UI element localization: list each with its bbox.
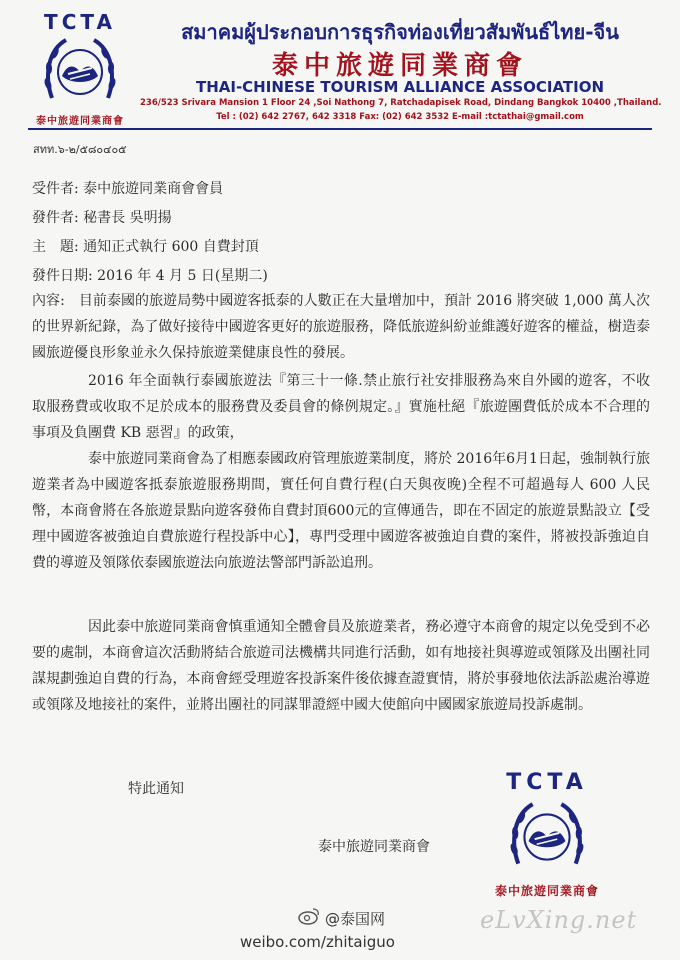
sender-line [32,207,172,227]
association-address: 236/523 Srivara Mansion 1 Floor 24 ,Soi Nathong 7, Ratchadapisek Road, Dindang Bangkok 10400 ,Thailand. [140,98,662,108]
elvxing-watermark: eLvXing.net [480,906,638,934]
body-paragraph-2: 2016 年全面執行泰國旅遊法『第三十一條.禁止旅行社安排服務為來自外國的遊客，不收取服務費或收取不足於成本的服務費及委員會的條例規定。』實施杜絕『旅遊團費低於成本不合理的事項及負團費 KB 惡習』的政策， [32,373,650,441]
association-logo [28,10,132,130]
association-contact: Tel : (02) 642 2767, 642 3318 Fax: (02) 642 3532 E-mail :tctathai@gmail.com [216,112,584,122]
handshake-emblem-icon [42,36,118,106]
subject-line [32,236,259,256]
closing-phrase: 特此通知 [128,781,184,797]
thai-association-name: สมาคมผู้ประกอบการธุรกิจท่องเที่ยวสัมพันธ์ไทย-จีน [181,20,619,44]
body-paragraph-4: 因此泰中旅遊同業商會慎重通知全體會員及旅遊業者，務必遵守本商會的規定以免受到不必要的處制，本商會這次活動將結合旅遊司法機構共同進行活動，如有地接社與導遊或領隊及出團社同謀規劃強迫自費的行為，本商會經受理遊客投訴案件後依據查證實情，將於事發地依法訴訟處治導遊或領隊及地接社的案件，並將出團社的同謀罪證經中國大使館向中國國家旅遊局投訴處制。 [32,619,650,713]
reference-number: สทท.๖-๒/๕๘๐๔๐๕ [33,143,127,156]
recipient-line [32,178,223,198]
weibo-account-watermark: @泰国网 [325,910,386,928]
english-association-name: THAI-CHINESE TOURISM ALLIANCE ASSOCIATION [195,78,605,96]
subject-label: 主 題: [32,239,79,255]
header-divider [28,128,652,130]
recipient-label: 受件者: [32,181,79,197]
seal-abbreviation: TCTA [506,770,588,795]
seal-handshake-emblem-icon [508,800,586,872]
date-line [32,265,268,285]
recipient-value: 泰中旅遊同業商會會員 [83,181,224,197]
body-paragraph-1: 內容: 目前泰國的旅遊局勢中國遊客抵泰的人數正在大量增加中，預計 2016 將突破 1,000 萬人次的世界新紀錄，為了做好接待中國遊客更好的旅遊服務，降低旅遊糾紛並維護好遊客的權益，樹造泰國旅遊優良形象並永久保持旅遊業健康良性的發展。 [32,293,650,361]
logo-abbreviation: TCTA [44,10,116,34]
weibo-icon [298,907,320,925]
signature-organization: 泰中旅遊同業商會 [318,839,430,855]
weibo-url-watermark: weibo.com/zhitaiguo [240,933,395,951]
seal-chinese-name: 泰中旅遊同業商會 [494,884,599,898]
body-paragraph-3: 泰中旅遊同業商會為了相應泰國政府管理旅遊業制度，將於 2016年6月1日起，強制執行旅遊業者為中國遊客抵泰旅遊服務期間，實任何自費行程(白天與夜晚)全程不可超過每人 600 人民幣，本商會將在各旅遊景點向遊客發佈自費封頂600元的宣傳通告，即在不固定的旅遊景點設立【受理中國遊客被強迫自費旅遊行程投訴中心】，專門受理中國遊客被強迫自費的案件，將被投訴強迫自費的導遊及領隊依泰國旅遊法向旅遊法警部門訴訟追刑。 [32,451,650,571]
date-label: 發件日期: [32,268,93,284]
sender-label: 發件者: [32,210,79,226]
chinese-association-name: 泰中旅遊同業商會 [271,51,528,81]
sender-value: 秘書長 吳明揚 [83,210,172,226]
subject-value: 通知正式執行 600 自費封頂 [83,239,259,255]
date-value: 2016 年 4 月 5 日(星期二) [97,268,268,284]
logo-chinese-name: 泰中旅遊同業商會 [36,116,124,127]
association-seal [490,770,604,906]
